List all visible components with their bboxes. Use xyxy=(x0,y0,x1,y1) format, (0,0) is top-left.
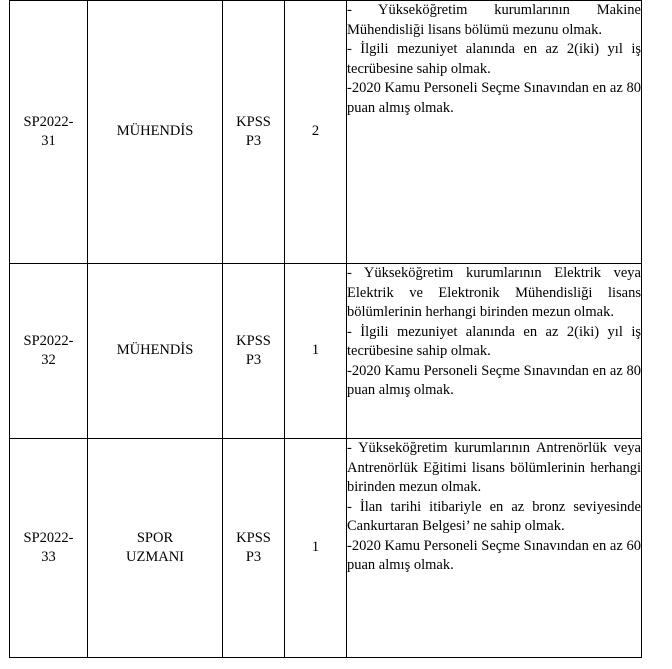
position-title-cell xyxy=(88,439,223,658)
exam-type-line: KPSS xyxy=(236,332,271,349)
position-code-line: 32 xyxy=(41,352,56,368)
exam-type-line: KPSS xyxy=(236,113,271,130)
position-title-cell xyxy=(88,1,223,264)
position-title-line: MÜHENDİS xyxy=(116,342,194,359)
requirements-cell xyxy=(347,1,642,264)
position-count: 1 xyxy=(311,539,320,556)
exam-type-cell xyxy=(223,1,285,264)
position-title-line: SPOR xyxy=(136,529,174,546)
position-count-cell xyxy=(285,439,347,658)
table-row xyxy=(10,264,642,439)
table-row xyxy=(10,1,642,264)
position-count: 2 xyxy=(311,123,320,140)
job-posts-table xyxy=(9,0,642,658)
requirement-item: - İlgili mezuniyet alanında en az 2(iki) yıl iş tecrübesine sahip olmak. xyxy=(347,323,641,359)
requirement-item: -2020 Kamu Personeli Seçme Sınavından en az 80 puan almış olmak. xyxy=(347,362,641,398)
position-count-cell xyxy=(285,264,347,439)
exam-type-cell xyxy=(223,439,285,658)
requirement-item: - İlan tarihi itibariyle en az bronz seviyesinde Cankurtaran Belgesi’ ne sahip olmak. xyxy=(347,498,641,534)
position-code-line: SP2022- xyxy=(23,113,74,130)
exam-type-cell xyxy=(223,264,285,439)
requirement-item: -2020 Kamu Personeli Seçme Sınavından en az 60 puan almış olmak. xyxy=(347,537,641,573)
position-title-line: UZMANI xyxy=(126,549,184,565)
position-count: 1 xyxy=(311,342,320,359)
exam-type-line: P3 xyxy=(245,549,262,565)
requirement-item: - İlgili mezuniyet alanında en az 2(iki) yıl iş tecrübesine sahip olmak. xyxy=(347,41,641,77)
requirement-item: - Yükseköğretim kurumlarının Elektrik veya Elektrik ve Elektronik Mühendisliği lisans bölümlerinin herhangi birinden mezun olmak. xyxy=(347,265,641,320)
requirements-cell xyxy=(347,439,642,658)
requirements-cell xyxy=(347,264,642,439)
requirement-item: - Yükseköğretim kurumlarının Antrenörlük veya Antrenörlük Eğitimi lisans bölümlerinin herhangi birinden mezun olmak. xyxy=(347,440,641,495)
position-code-line: 31 xyxy=(41,133,56,149)
requirement-item: -2020 Kamu Personeli Seçme Sınavından en az 80 puan almış olmak. xyxy=(347,80,641,116)
position-code-cell xyxy=(10,264,88,439)
table-row xyxy=(10,439,642,658)
position-code-line: SP2022- xyxy=(23,529,74,546)
exam-type-line: P3 xyxy=(245,352,262,368)
position-code-line: 33 xyxy=(41,549,56,565)
position-code-line: SP2022- xyxy=(23,332,74,349)
position-count-cell xyxy=(285,1,347,264)
position-title-line: MÜHENDİS xyxy=(116,123,194,140)
exam-type-line: KPSS xyxy=(236,529,271,546)
exam-type-line: P3 xyxy=(245,133,262,149)
requirement-item: - Yükseköğretim kurumlarının Makine Mühendisliği lisans bölümü mezunu olmak. xyxy=(347,2,641,38)
position-code-cell xyxy=(10,1,88,264)
position-code-cell xyxy=(10,439,88,658)
position-title-cell xyxy=(88,264,223,439)
